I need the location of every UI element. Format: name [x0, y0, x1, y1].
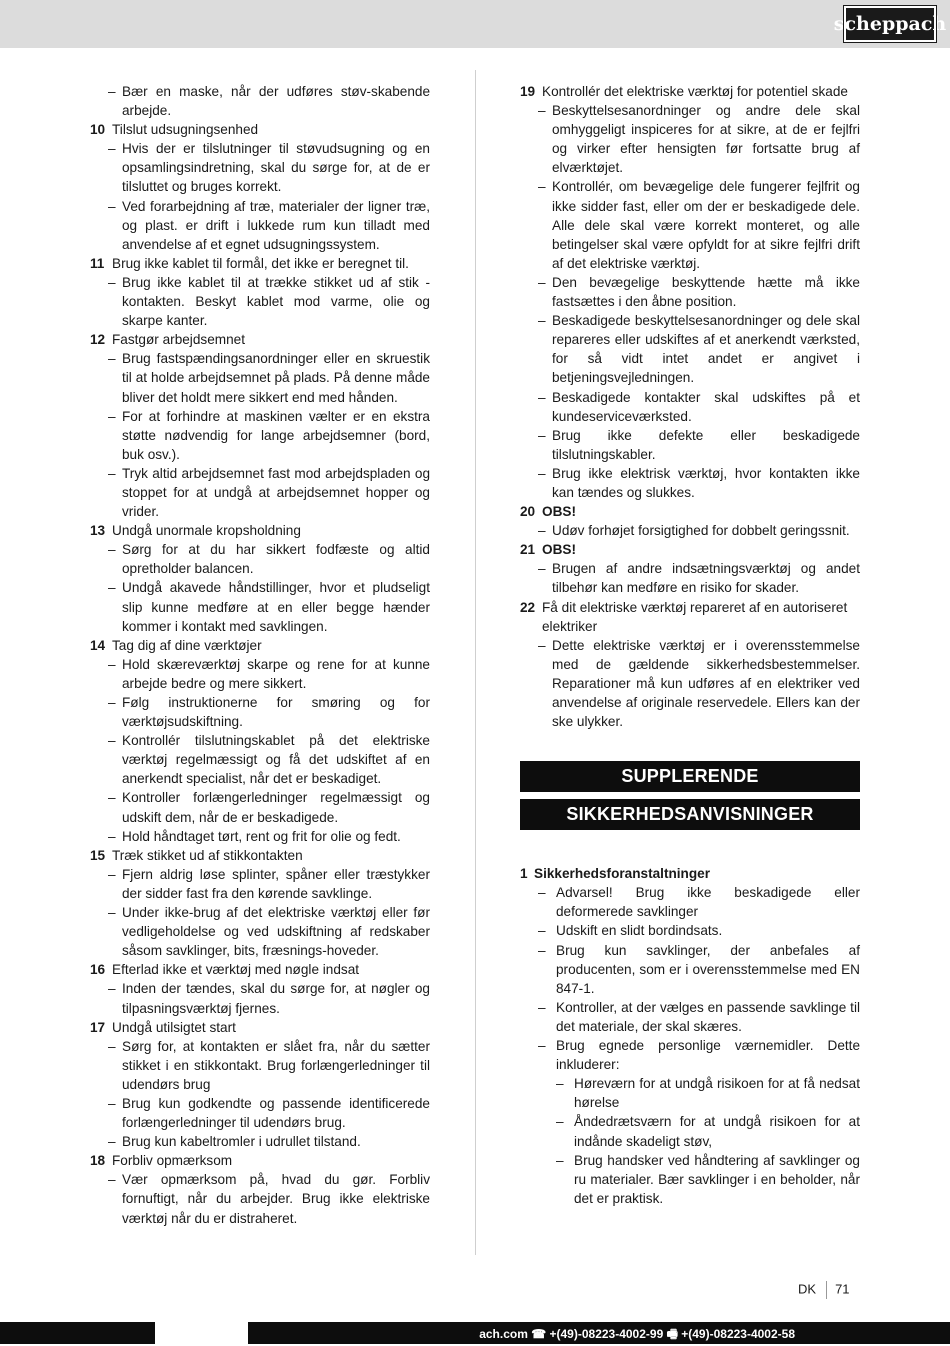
numbered-heading	[520, 540, 860, 559]
heading-text: Efterlad ikke et værktøj med nøgle indsat	[112, 962, 360, 978]
heading-text: Tilslut udsugningsenhed	[112, 122, 259, 138]
bullet-item: – Brug kun savklinger, der anbefales af producenten, som er i overensstemmelse med EN 847-1.	[520, 941, 860, 998]
bullet-item: – For at forhindre at maskinen vælter er en ekstra støtte nødvendig for lange arbejdsemner (bord, buk osv.).	[90, 407, 430, 464]
page-number: 71	[835, 1281, 850, 1297]
section-title: Sikkerhedsforanstaltninger	[534, 866, 711, 882]
numbered-heading	[90, 254, 430, 273]
contact-info: ach.com ☎ +(49)-08223-4002-99 🖷 +(49)-08223-4002-58	[479, 1327, 795, 1341]
bullet-item: – Tryk altid arbejdsemnet fast mod arbejdspladen og stoppet for at undgå at arbejdsemnet hopper og vrider.	[90, 464, 430, 521]
heading-text: Forbliv opmærksom	[112, 1153, 233, 1169]
heading-text: Tag dig af dine værktøjer	[112, 637, 262, 653]
brand-logo: scheppach	[844, 6, 936, 42]
bullet-item: – Undgå akavede håndstillinger, hvor et pludseligt slip kunne medføre at en eller begge hænder kommer i kontakt med savklingen.	[90, 578, 430, 635]
bullet-item: – Inden der tændes, skal du sørge for, at nøgler og tilpasningsværktøj fjernes.	[90, 979, 430, 1017]
bullet-item: – Kontrollér, om bevægelige dele fungerer fejlfrit og ikke sidder fast, eller om der er beskadigede dele. Alle dele skal være korrekt monteret, og alle betingelser skal være opfyldt for at sikre fejlfri drift af det elektriske værktøj.	[520, 177, 860, 272]
item-number: 22	[520, 599, 536, 615]
item-number: 21	[520, 542, 536, 558]
heading-text: Fastgør arbejdsemnet	[112, 332, 245, 348]
section-items	[520, 883, 860, 1208]
numbered-heading	[520, 502, 860, 521]
numbered-heading	[90, 636, 430, 655]
bullet-item: – Advarsel! Brug ikke beskadigede eller deformerede savklinger	[520, 883, 860, 921]
bullet-item: – Den bevægelige beskyttende hætte må ikke fastsættes i den åbne position.	[520, 273, 860, 311]
heading-text: Undgå unormale kropsholdning	[112, 523, 301, 539]
bullet-item: – Udskift en slidt bordindsats.	[520, 921, 860, 940]
bullet-item: – Brug ikke defekte eller beskadigede tilslutningskabler.	[520, 426, 860, 464]
bullet-item: – Brugen af andre indsætningsværktøj og andet tilbehør kan medføre en risiko for skader.	[520, 559, 860, 597]
item-number: 11	[90, 255, 105, 271]
numbered-heading	[90, 846, 430, 865]
bullet-item: – Brug ikke kablet til at trække stikket ud af stik - kontakten. Beskyt kablet mod varme, olie og skarpe kanter.	[90, 273, 430, 330]
sub-bullet-item: – Høreværn for at undgå risikoen for at få nedsat hørelse	[520, 1074, 860, 1112]
bullet-item: – Brug kun godkendte og passende identificerede forlængerledninger til udendørs brug.	[90, 1094, 430, 1132]
numbered-heading	[90, 1151, 430, 1170]
heading-text: Få dit elektriske værktøj repareret af en autoriseret elektriker	[542, 599, 848, 634]
language-code: DK	[798, 1281, 817, 1297]
bullet-item: – Fjern aldrig løse splinter, spåner eller træstykker der sidder fast fra den kørende savklinge.	[90, 865, 430, 903]
heading-text: Brug ikke kablet til formål, det ikke er beregnet til.	[112, 255, 409, 271]
item-number: 14	[90, 637, 106, 653]
bullet-item: – Kontroller, at der vælges en passende savklinge til det materiale, der skal skæres.	[520, 998, 860, 1036]
item-number: 16	[90, 962, 106, 978]
bullet-item: – Vær opmærksom på, hvad du gør. Forbliv fornuftigt, når du arbejder. Brug ikke elektriske værktøj når du er distraheret.	[90, 1170, 430, 1227]
numbered-heading	[90, 521, 430, 540]
section-heading	[520, 864, 860, 883]
heading-text: Undgå utilsigtet start	[112, 1019, 236, 1035]
bullet-item: – Brug fastspændingsanordninger eller en skruestik til at holde arbejdsemnet på plads. På denne måde bliver det holdt mere sikkert end med hånden.	[90, 349, 430, 406]
bullet-item: – Brug kun kabeltromler i udrullet tilstand.	[90, 1132, 430, 1151]
section-number: 1	[520, 866, 528, 882]
heading-text: OBS!	[542, 504, 576, 520]
numbered-heading	[520, 82, 860, 101]
numbered-heading	[90, 960, 430, 979]
bullet-item: – Brug egnede personlige værnemidler. Dette inkluderer:	[520, 1036, 860, 1074]
bullet-item: – Beskadigede kontakter skal udskiftes på et kundeserviceværksted.	[520, 388, 860, 426]
heading-text: Kontrollér det elektriske værktøj for potentiel skade	[542, 84, 848, 99]
bullet-item: – Beskadigede beskyttelsesanordninger og dele skal repareres eller udskiftes af et anerkendt værksted, for så vidt intet andet er angivet i betjeningsvejledningen.	[520, 311, 860, 387]
right-column	[520, 82, 860, 1208]
section-banner-1: SUPPLERENDE	[520, 761, 860, 792]
bullet-item: – Sørg for at du har sikkert fodfæste og altid opretholder balancen.	[90, 540, 430, 578]
heading-text: OBS!	[542, 542, 576, 558]
left-column	[90, 82, 430, 1228]
item-number: 20	[520, 504, 536, 520]
bullet-item: – Hold skæreværktøj skarpe og rene for at kunne arbejde bedre og mere sikkert.	[90, 655, 430, 693]
section-banner-2: SIKKERHEDSANVISNINGER	[520, 799, 860, 830]
sub-bullet-item: – Brug handsker ved håndtering af savklinger og ru materialer. Bær savklinger i en beholder, når det er praktisk.	[520, 1151, 860, 1208]
bullet-item: – Kontroller forlængerledninger regelmæssigt og udskift dem, når de er beskadigede.	[90, 788, 430, 826]
bullet-item: – Hold håndtaget tørt, rent og frit for olie og fedt.	[90, 827, 430, 846]
right-items	[520, 82, 860, 731]
bullet-item: – Følg instruktionerne for smøring og for værktøjsudskiftning.	[90, 693, 430, 731]
page-footer	[798, 1281, 850, 1299]
header-bar	[0, 0, 950, 48]
bullet-item: – Brug ikke elektrisk værktøj, hvor kontakten ikke kan tændes og slukkes.	[520, 464, 860, 502]
numbered-heading	[90, 120, 430, 139]
bullet-item: – Ved forarbejdning af træ, materialer der ligner træ, og plast. er drift i lukkede rum kun tilladt med anvendelse af et egnet udsugningssystem.	[90, 197, 430, 254]
bullet-item: – Under ikke-brug af det elektriske værktøj eller før vedligeholdelse og ved udskiftning af redskaber såsom savklinger, bits, fræsnings-hoveder.	[90, 903, 430, 960]
numbered-heading	[520, 598, 860, 636]
item-number: 12	[90, 332, 106, 348]
contact-bar	[0, 1322, 950, 1344]
numbered-heading	[90, 330, 430, 349]
bullet-item: – Kontrollér tilslutningskablet på det elektriske værktøj regelmæssigt og få det udskiftet af en anerkendt specialist, når det er beskadiget.	[90, 731, 430, 788]
item-number: 18	[90, 1153, 106, 1169]
bullet-item: – Beskyttelsesanordninger og andre dele skal omhyggeligt inspiceres for at sikre, at de er fejlfri og virker efter hensigten før fortsatte brug af elværktøjet.	[520, 101, 860, 177]
sub-bullet-item: – Åndedrætsværn for at undgå risikoen for at indånde skadeligt støv,	[520, 1112, 860, 1150]
numbered-heading	[90, 1018, 430, 1037]
bullet-item: – Udøv forhøjet forsigtighed for dobbelt geringssnit.	[520, 521, 860, 540]
item-number: 19	[520, 84, 536, 99]
item-number: 17	[90, 1019, 106, 1035]
bullet-item: – Bær en maske, når der udføres støv-skabende arbejde.	[90, 82, 430, 120]
item-number: 15	[90, 847, 106, 863]
column-divider	[475, 70, 476, 1255]
item-number: 13	[90, 523, 106, 539]
heading-text: Træk stikket ud af stikkontakten	[112, 847, 303, 863]
contact-bar-gap	[155, 1322, 248, 1344]
bullet-item: – Hvis der er tilslutninger til støvudsugning og en opsamlingsindretning, skal du sørge for, at de er tilsluttet og bruges korrekt.	[90, 139, 430, 196]
bullet-item: – Sørg for, at kontakten er slået fra, når du sætter stikket i en stikkontakt. Brug forlængerledninger til udendørs brug	[90, 1037, 430, 1094]
bullet-item: – Dette elektriske værktøj er i overensstemmelse med de gældende sikkerhedsbestemmelser. Reparationer må kun udføres af en elektriker ved anvendelse af originale reservedele. Ellers kan der ske ulykker.	[520, 636, 860, 731]
item-number: 10	[90, 122, 106, 138]
